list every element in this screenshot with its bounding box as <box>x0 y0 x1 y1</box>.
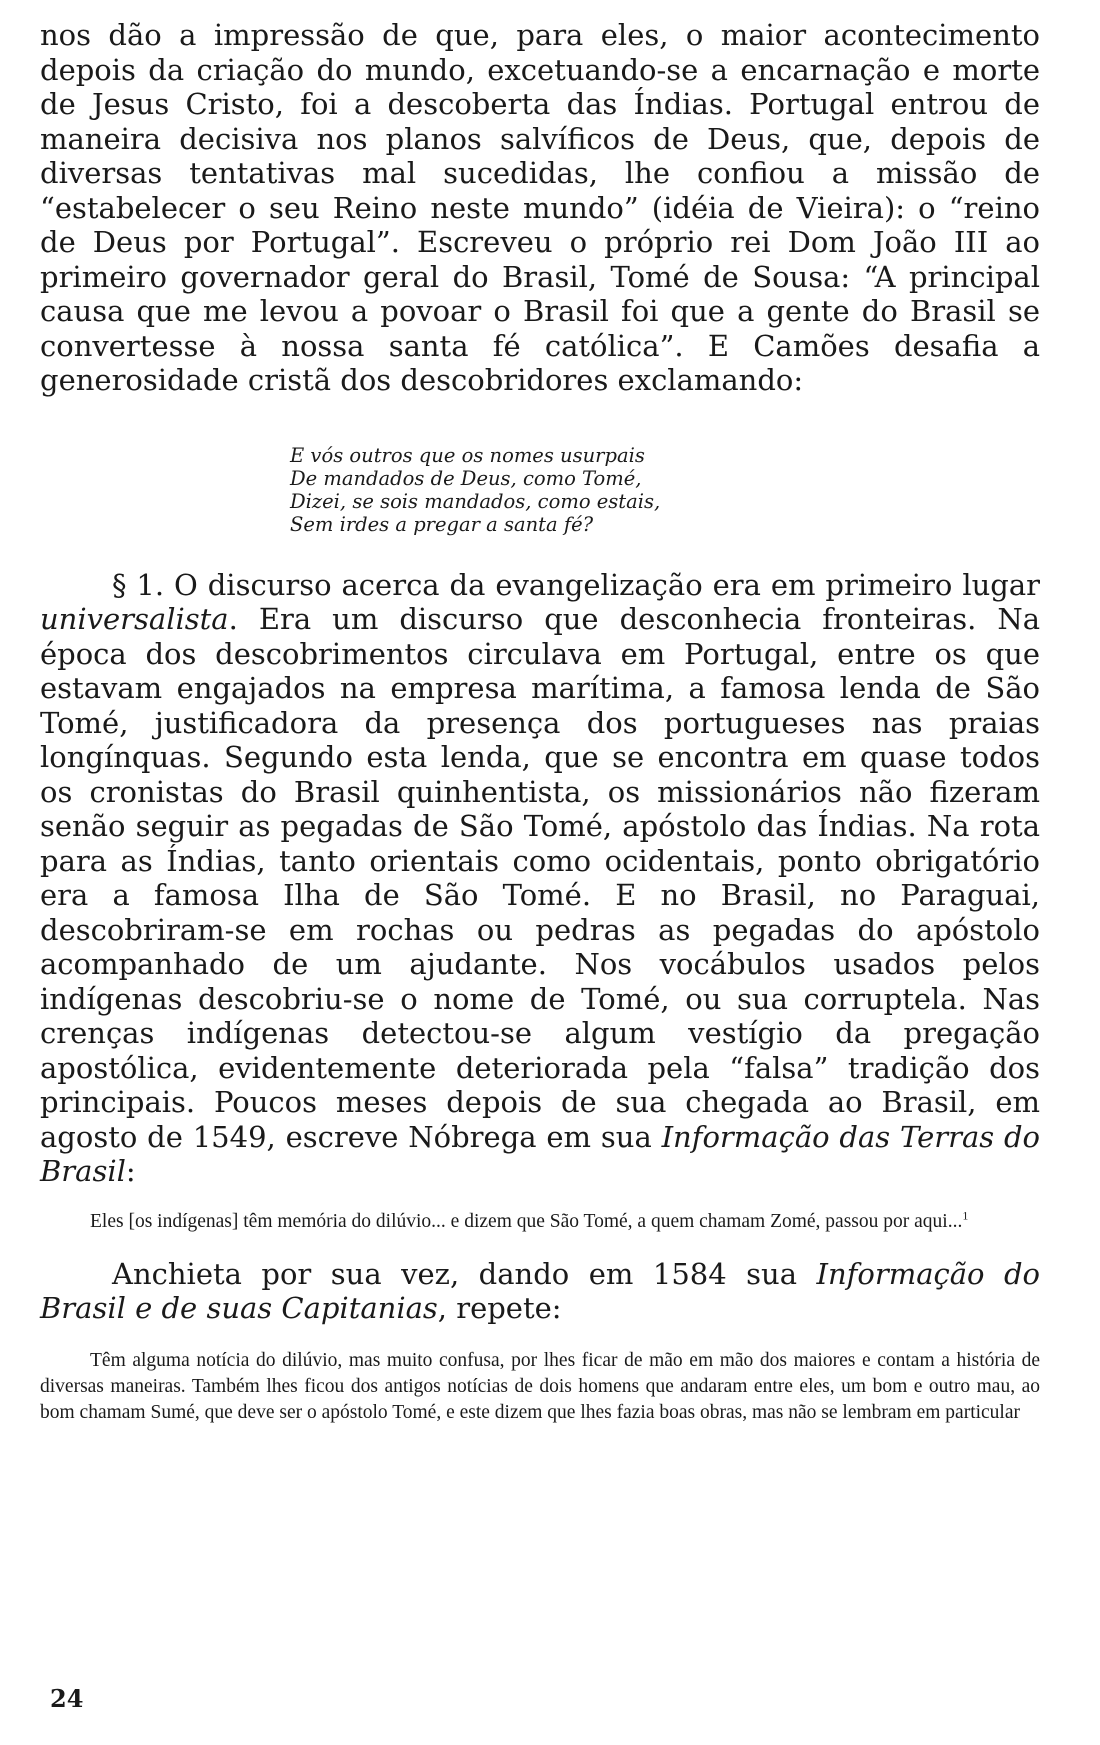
quote-text: Eles [os indígenas] têm memória do dilúvio... e dizem que São Tomé, a quem chamam Zomé, passou por aqui... <box>90 1210 963 1232</box>
book-page <box>40 18 1040 1426</box>
section-1-paragraph <box>40 568 1040 1189</box>
anchieta-quote: Têm alguma notícia do dilúvio, mas muito confusa, por lhes ficar de mão em mão dos maiores e contam a história de diversas maneiras. Também lhes ficou dos antigos notícias de dois homens que andaram entre eles, um bom e outro mau, ao bom chamam Sumé, que deve ser o apóstolo Tomé, e este dizem que lhes fazia boas obras, mas não se lembram em particular <box>40 1349 1040 1423</box>
section-lead: § 1. O discurso acerca da evangelização era em primeiro lugar <box>112 567 1040 602</box>
anchieta-paragraph <box>40 1257 1040 1326</box>
verse-line: Dizei, se sois mandados, como estais, <box>290 489 661 513</box>
anchieta-tail: , repete: <box>437 1291 562 1325</box>
paragraph-opening: nos dão a impressão de que, para eles, o maior acontecimento depois da criação do mundo, excetuando-se a encarnação e morte de Jesus Cristo, foi a descoberta das Índias. Portugal entrou de maneira decisiva nos planos salvíficos de Deus, que, depois de diversas tentativas mal sucedidas, lhe confiou a missão de “estabelecer o seu Reino neste mundo” (idéia de Vieira): o “reino de Deus por Portugal”. Escreveu o próprio rei Dom João III ao primeiro governador geral do Brasil, Tomé de Sousa: “A principal causa que me levou a povoar o Brasil foi que a gente do Brasil se convertesse à nossa santa fé católica”. E Camões desafia a generosidade cristã dos descobridores exclamando: <box>40 18 1040 397</box>
nobrega-quote <box>40 1209 1040 1235</box>
footnote-mark: 1 <box>962 1208 969 1222</box>
verse-line: Sem irdes a pregar a santa fé? <box>290 512 594 536</box>
work-title-nobrega: Informação das Terras do Brasil <box>40 1119 1040 1188</box>
camoes-verse <box>290 444 1040 536</box>
verse-line: E vós outros que os nomes usurpais <box>290 443 645 467</box>
work-title-anchieta: Informação do Brasil e de suas Capitanias <box>40 1256 1040 1325</box>
anchieta-lead: Anchieta por sua vez, dando em 1584 sua <box>112 1256 817 1291</box>
verse-line: De mandados de Deus, como Tomé, <box>290 466 642 490</box>
page-number: 24 <box>50 1684 84 1713</box>
section-tail: : <box>125 1154 136 1188</box>
emphasis-universalista: universalista <box>40 602 229 636</box>
section-body: . Era um discurso que desconhecia fronteiras. Na época dos descobrimentos circulava em Portugal, entre os que estavam engajados na empresa marítima, a famosa lenda de São Tomé, justificadora da presença dos portugueses nas praias longínquas. Segundo esta lenda, que se encontra em quase todos os cronistas do Brasil quinhentista, os missionários não fizeram senão seguir as pegadas de São Tomé, apóstolo das Índias. Na rota para as Índias, tanto orientais como ocidentais, ponto obrigatório era a famosa Ilha de São Tomé. E no Brasil, no Paraguai, descobriram-se em rochas ou pedras as pegadas do apóstolo acompanhado de um ajudante. Nos vocábulos usados pelos indígenas descobriu-se o nome de Tomé, ou sua corruptela. Nas crenças indígenas detectou-se algum vestígio da pregação apostólica, evidentemente deteriorada pela “falsa” tradição dos principais. Poucos meses depois de sua chegada ao Brasil, em agosto de 1549, escreve Nóbrega em sua <box>40 602 1040 1154</box>
